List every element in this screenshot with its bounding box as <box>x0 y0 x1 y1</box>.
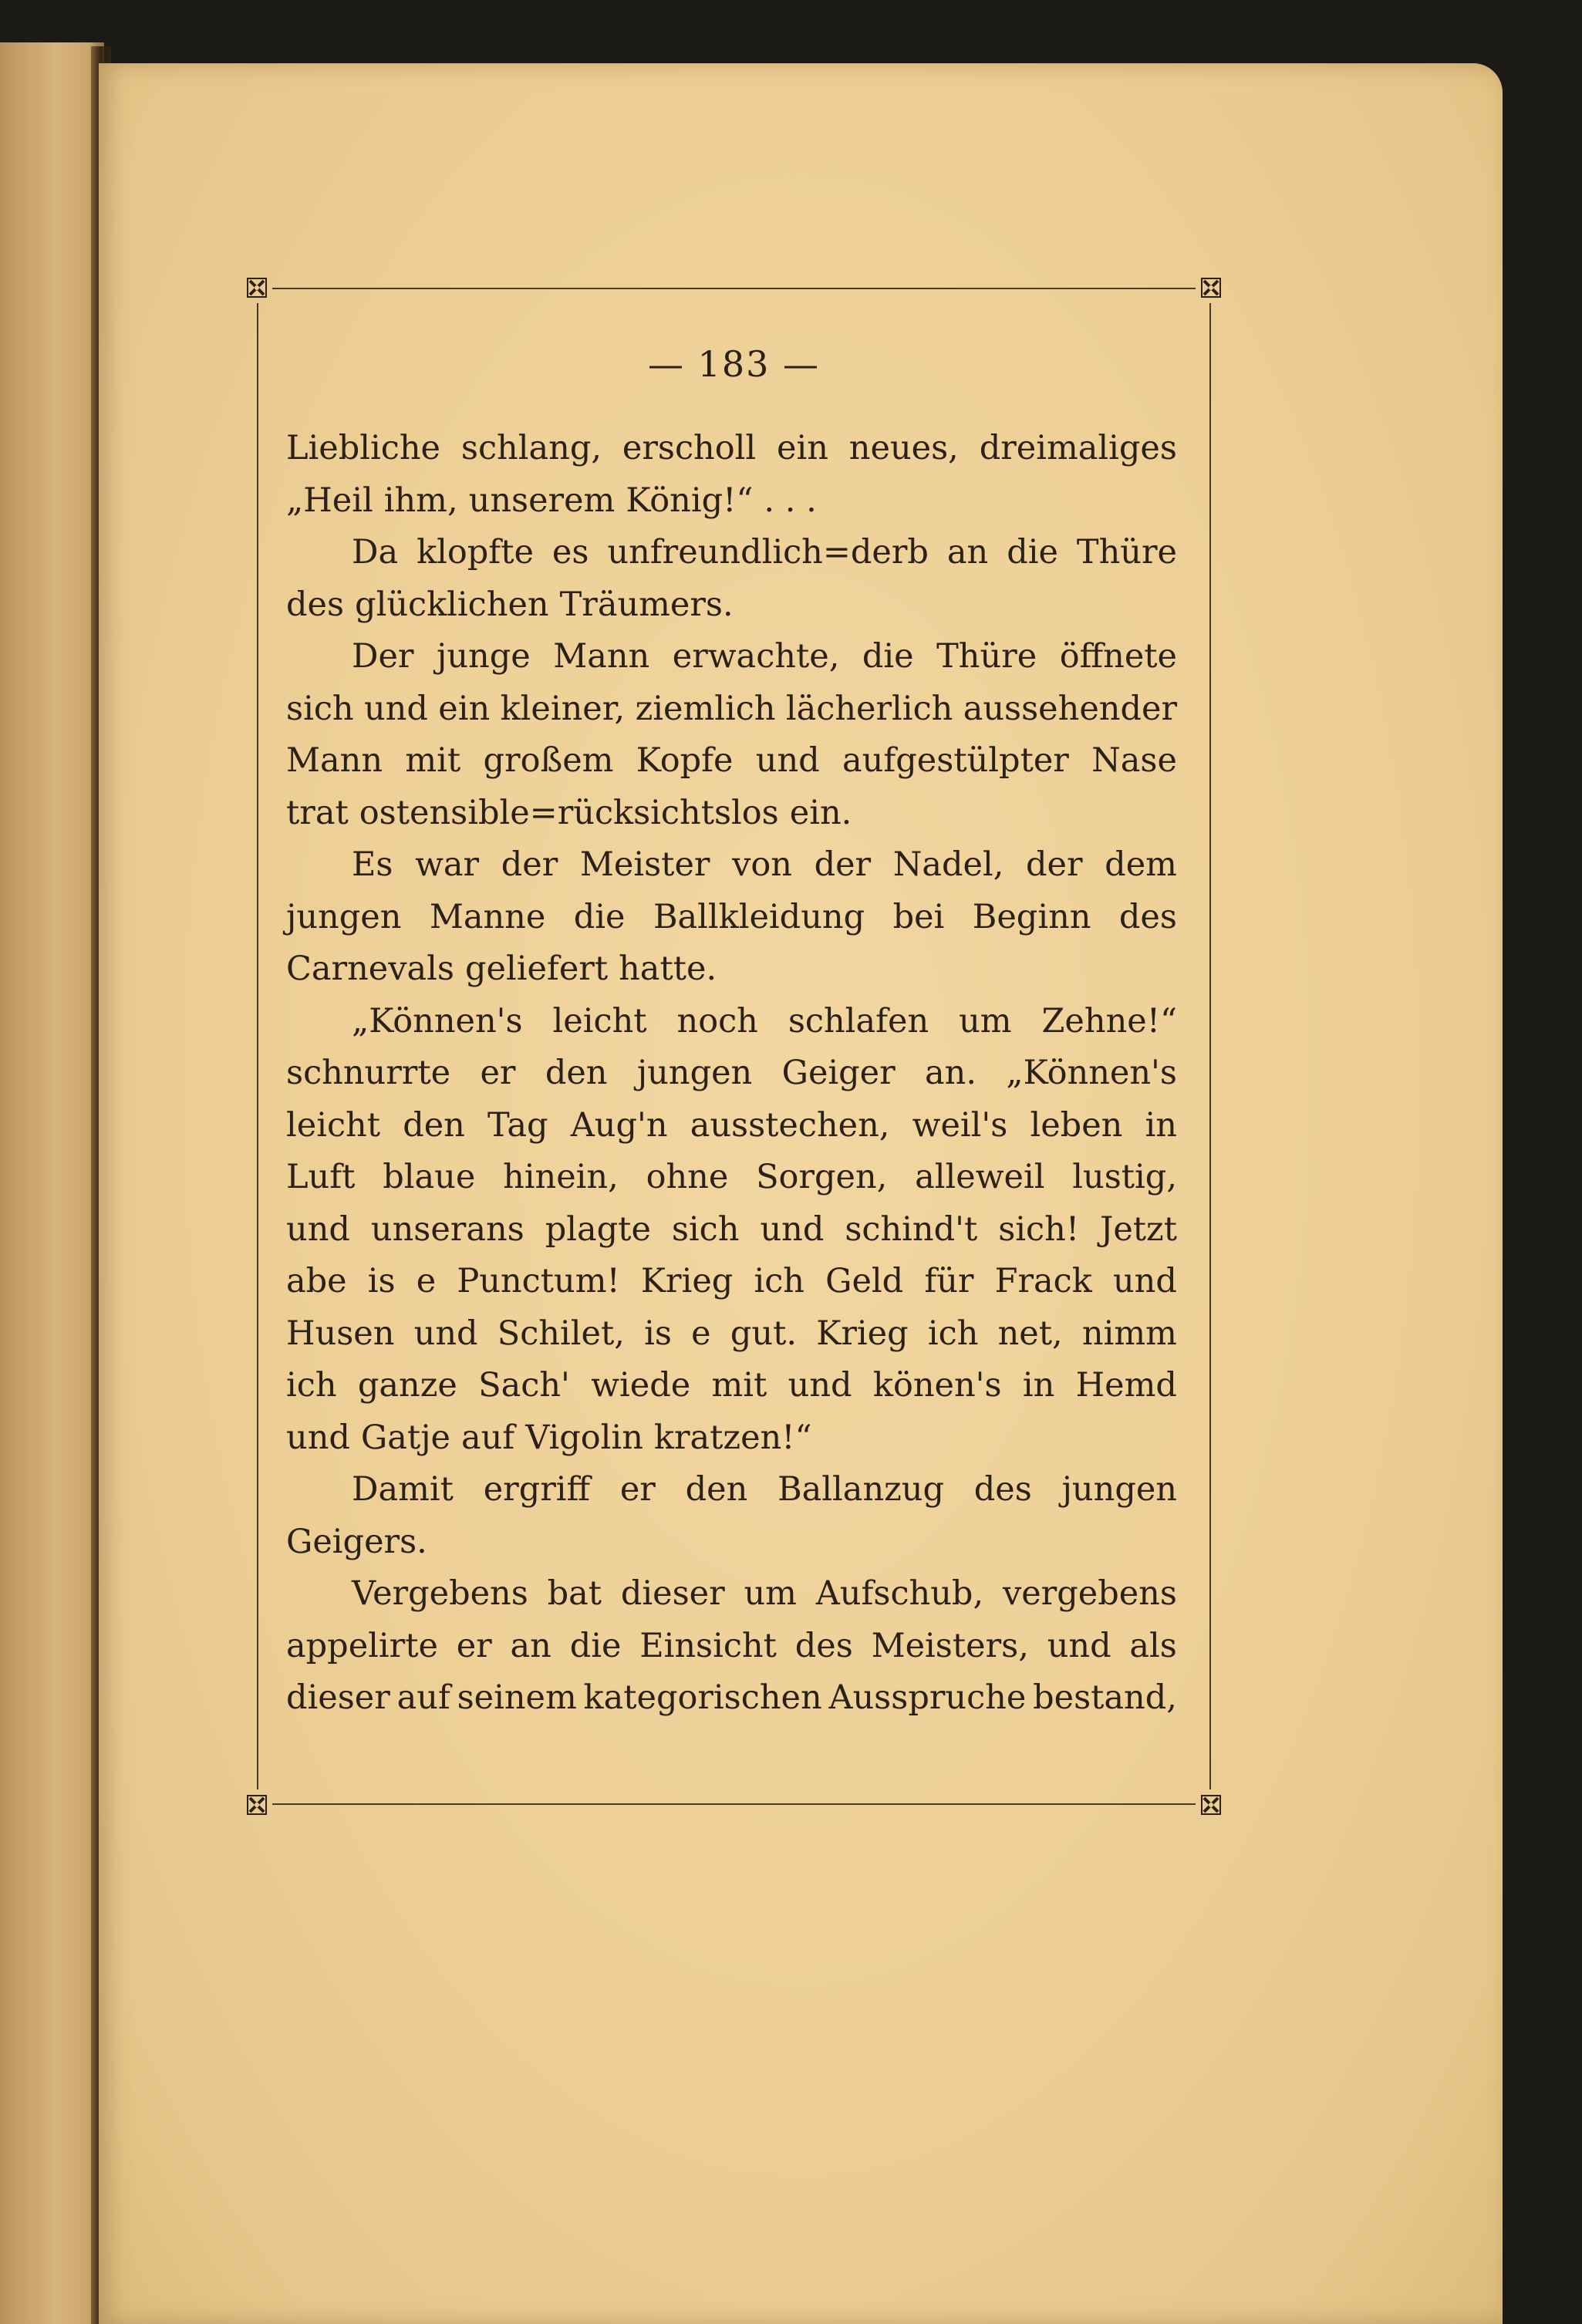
text-line <box>286 475 1177 528</box>
text-word: um <box>744 1574 797 1613</box>
text-word: Meister <box>579 845 710 884</box>
text-line <box>286 788 1177 840</box>
text-word: Träumers. <box>559 585 734 624</box>
text-word: ganze <box>357 1366 457 1405</box>
text-word: schnurrte <box>286 1054 451 1092</box>
text-word: gut. <box>730 1314 798 1353</box>
text-word: Ballkleidung <box>653 897 865 936</box>
text-word: des <box>794 1626 853 1665</box>
text-word: der <box>814 845 872 884</box>
text-word: ausstechen, <box>690 1105 890 1145</box>
text-word: ich <box>754 1262 804 1300</box>
text-word: an <box>946 533 989 572</box>
text-word: um <box>959 1001 1012 1041</box>
text-line <box>286 1308 1177 1361</box>
text-word: Zehne!“ <box>1041 1001 1177 1041</box>
text-word: Husen <box>286 1314 395 1353</box>
text-word: und <box>788 1366 852 1405</box>
text-word: „Können's <box>352 1001 523 1041</box>
text-word: der <box>501 845 558 884</box>
text-word: des <box>286 585 345 624</box>
cross-ornament-icon <box>1201 1795 1221 1815</box>
text-word: an. <box>925 1054 977 1092</box>
text-line <box>286 996 1177 1048</box>
page-frame <box>257 288 1211 1805</box>
text-line <box>286 1152 1177 1204</box>
text-word: Aug'n <box>570 1105 668 1145</box>
text-word: unfreundlich=derb <box>607 533 929 572</box>
text-line <box>286 1100 1177 1152</box>
text-word: Einsicht <box>639 1626 777 1665</box>
text-word: und <box>286 1209 350 1249</box>
text-word: e <box>691 1314 711 1353</box>
text-line <box>286 1047 1177 1100</box>
text-word: aufgestülpter <box>842 741 1069 780</box>
text-word: Geld <box>825 1262 904 1300</box>
text-word: und <box>755 741 820 780</box>
text-word: dieser <box>286 1678 390 1717</box>
text-line <box>286 1568 1177 1621</box>
text-word: und <box>1112 1262 1177 1300</box>
text-word: mit <box>711 1366 767 1405</box>
text-word: Nadel, <box>892 845 1004 884</box>
text-word: junge <box>436 637 531 676</box>
text-line <box>286 1464 1177 1516</box>
text-word: glücklichen <box>355 585 549 624</box>
text-word: is <box>644 1314 672 1353</box>
text-word: mit <box>405 741 461 780</box>
text-word: Tag <box>487 1105 548 1145</box>
text-word: könen's <box>872 1366 1002 1405</box>
frame-rule-top <box>272 288 1196 289</box>
text-word: ihm, <box>383 481 458 520</box>
text-word: e <box>416 1262 437 1300</box>
text-word: ostensible=rücksichtslos <box>359 793 779 832</box>
text-word: Geigers. <box>286 1522 427 1561</box>
text-word: Nase <box>1091 741 1177 780</box>
text-word: er <box>619 1470 656 1509</box>
text-word: jungen <box>636 1054 753 1092</box>
text-word: Gatje <box>360 1418 450 1457</box>
frame-rule-right <box>1209 303 1211 1789</box>
text-word: neues, <box>848 429 959 467</box>
text-word: Krieg <box>640 1262 734 1300</box>
text-line <box>286 631 1177 683</box>
text-word: lächerlich <box>785 689 953 728</box>
text-word: kratzen!“ <box>653 1418 812 1457</box>
text-word: und <box>363 689 428 728</box>
text-word: plagte <box>545 1209 651 1249</box>
text-word: nimm <box>1081 1314 1177 1353</box>
text-line <box>286 527 1177 579</box>
text-word: die <box>1007 533 1058 572</box>
text-word: kleiner, <box>500 689 626 728</box>
text-word: als <box>1129 1626 1177 1665</box>
text-word: großem <box>483 741 614 780</box>
text-word: Krieg <box>816 1314 909 1353</box>
text-word: ein. <box>789 793 852 832</box>
text-word: Frack <box>994 1262 1092 1300</box>
text-word: die <box>862 637 914 676</box>
text-word: Sach' <box>478 1366 570 1405</box>
text-word: ohne <box>646 1158 729 1196</box>
text-word: Da <box>352 533 399 572</box>
text-word: Vigolin <box>525 1418 643 1457</box>
text-line <box>286 1412 1177 1465</box>
text-word: auf <box>460 1418 515 1457</box>
text-word: Geiger <box>781 1054 896 1092</box>
text-word: Sorgen, <box>756 1158 888 1196</box>
text-word: und <box>413 1314 478 1353</box>
text-word: leicht <box>552 1001 647 1041</box>
text-word: net, <box>997 1314 1063 1353</box>
text-word: Carnevals <box>286 950 454 988</box>
cross-ornament-icon <box>1201 278 1221 298</box>
text-word: klopfte <box>417 533 534 572</box>
text-word: appelirte <box>286 1626 438 1665</box>
text-word: Jetzt <box>1100 1209 1177 1249</box>
text-word: die <box>569 1626 622 1665</box>
text-word: alleweil <box>915 1158 1045 1196</box>
text-line <box>286 1672 1177 1725</box>
text-word: König!“ <box>626 481 754 520</box>
text-line <box>286 943 1177 996</box>
text-word: wiede <box>591 1366 691 1405</box>
text-word: schlang, <box>460 429 602 467</box>
cross-ornament-icon <box>247 1795 267 1815</box>
text-word: Der <box>352 637 414 676</box>
text-word: unserem <box>468 481 616 520</box>
text-word: Es <box>352 845 393 884</box>
text-word: er <box>480 1054 516 1092</box>
text-word: Punctum! <box>457 1262 620 1300</box>
text-word: Vergebens <box>352 1574 528 1613</box>
text-line <box>286 892 1177 944</box>
text-word: des <box>973 1470 1032 1509</box>
text-word: erwachte, <box>672 637 840 676</box>
cross-ornament-icon <box>247 278 267 298</box>
text-word: dieser <box>620 1574 725 1613</box>
text-word: Ausspruche <box>828 1678 1027 1717</box>
text-line <box>286 683 1177 736</box>
text-line <box>286 1516 1177 1569</box>
text-word: Kopfe <box>636 741 734 780</box>
text-word: öffnete <box>1059 637 1177 676</box>
text-word: des <box>1118 897 1177 936</box>
text-word: abe <box>286 1262 347 1300</box>
text-word: Luft <box>286 1158 356 1196</box>
text-word: hatte. <box>619 950 717 988</box>
text-line <box>286 579 1177 632</box>
text-word: den <box>685 1470 748 1509</box>
text-word: vergebens <box>1002 1574 1177 1613</box>
text-word: in <box>1022 1366 1055 1405</box>
text-word: sich <box>671 1209 740 1249</box>
text-word: es <box>552 533 589 572</box>
text-word: dem <box>1105 845 1177 884</box>
text-word: schlafen <box>788 1001 929 1041</box>
text-word: er <box>456 1626 492 1665</box>
text-word: aussehender <box>963 689 1177 728</box>
text-word: Thüre <box>936 637 1037 676</box>
text-word: Schilet, <box>497 1314 625 1353</box>
text-word: war <box>415 845 480 884</box>
text-line <box>286 1204 1177 1256</box>
frame-rule-left <box>257 303 258 1789</box>
text-word: an <box>510 1626 552 1665</box>
text-word: Thüre <box>1076 533 1177 572</box>
text-word: ich <box>286 1366 337 1405</box>
text-word: dreimaliges <box>979 429 1177 467</box>
text-word: der <box>1026 845 1083 884</box>
text-word: bat <box>547 1574 602 1613</box>
text-word: ziemlich <box>635 689 776 728</box>
text-word: Mann <box>553 637 650 676</box>
text-line <box>286 735 1177 788</box>
text-word: ein <box>777 429 828 467</box>
text-word: Meisters, <box>871 1626 1029 1665</box>
text-word: ein <box>438 689 491 728</box>
page-number: — 183 — <box>647 343 821 385</box>
text-word: noch <box>676 1001 758 1041</box>
text-word: bei <box>892 897 945 936</box>
text-word: die <box>573 897 626 936</box>
text-word: sich <box>286 689 354 728</box>
text-word: für <box>924 1262 974 1300</box>
text-word: sich! <box>998 1209 1080 1249</box>
text-word: und <box>286 1418 350 1457</box>
text-word: is <box>367 1262 396 1300</box>
text-word: weil's <box>912 1105 1008 1145</box>
text-line <box>286 1360 1177 1412</box>
text-word: Manne <box>429 897 546 936</box>
text-word: Ballanzug <box>778 1470 945 1509</box>
text-word: leben <box>1030 1105 1123 1145</box>
text-word: leicht <box>286 1105 381 1145</box>
text-word: in <box>1145 1105 1177 1145</box>
text-word: blaue <box>383 1158 476 1196</box>
text-word: ich <box>927 1314 979 1353</box>
text-word: Hemd <box>1075 1366 1177 1405</box>
text-word: von <box>732 845 792 884</box>
text-word: bestand, <box>1033 1678 1177 1717</box>
text-word: trat <box>286 793 349 832</box>
text-word: Aufschub, <box>815 1574 984 1613</box>
text-line <box>286 839 1177 892</box>
left-page-edge <box>0 42 104 2324</box>
text-word: den <box>545 1054 608 1092</box>
text-word: auf <box>396 1678 450 1717</box>
text-word: kategorischen <box>583 1678 822 1717</box>
text-word: geliefert <box>464 950 609 988</box>
text-word: ergriff <box>483 1470 591 1509</box>
text-word: den <box>403 1105 465 1145</box>
text-word: Beginn <box>972 897 1091 936</box>
text-word: jungen <box>1061 1470 1177 1509</box>
text-word: und <box>1047 1626 1111 1665</box>
text-word: lustig, <box>1072 1158 1177 1196</box>
text-line <box>286 423 1177 475</box>
text-line <box>286 1621 1177 1673</box>
text-word: „Können's <box>1006 1054 1177 1092</box>
text-word: . . . <box>764 481 817 520</box>
text-word: Mann <box>286 741 383 780</box>
text-word: hinein, <box>503 1158 619 1196</box>
text-word: „Heil <box>286 481 373 520</box>
text-line <box>286 1256 1177 1308</box>
text-word: jungen <box>286 897 402 936</box>
text-word: seinem <box>457 1678 577 1717</box>
frame-rule-bottom <box>272 1803 1196 1805</box>
text-word: Liebliche <box>286 429 441 467</box>
text-word: unserans <box>370 1209 525 1249</box>
text-word: schind't <box>845 1209 978 1249</box>
text-word: Damit <box>352 1470 454 1509</box>
text-word: und <box>760 1209 825 1249</box>
text-word: erscholl <box>622 429 757 467</box>
body-text <box>286 423 1177 1725</box>
